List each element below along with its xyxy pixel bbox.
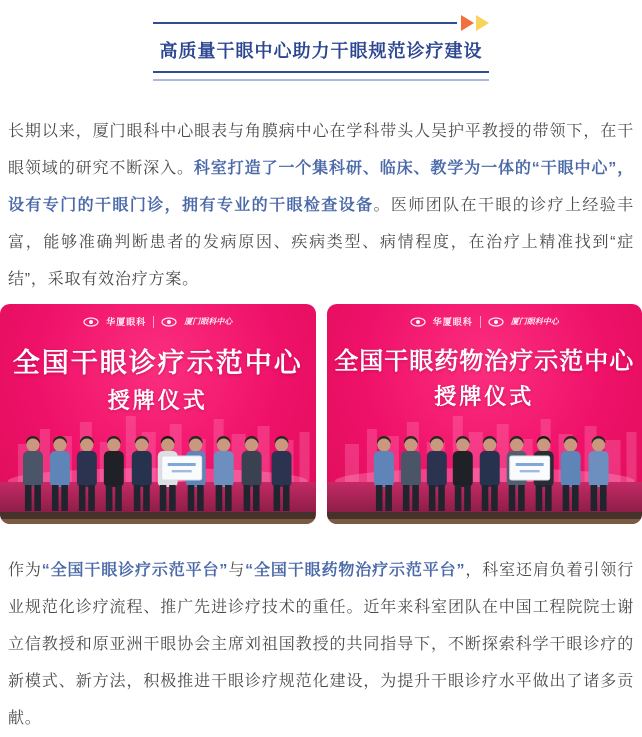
- logo-huaxia-label: 华厦眼科: [433, 315, 473, 328]
- arrow-right-icon: [476, 15, 489, 31]
- screen-banner: [327, 341, 642, 411]
- header-double-underline: [153, 71, 489, 81]
- eye-logo-icon: [83, 317, 99, 327]
- header-rule-line: [153, 22, 457, 24]
- stage-edge: [0, 512, 316, 519]
- page-title: 高质量干眼中心助力干眼规范诊疗建设: [153, 30, 489, 71]
- outro-text-3: ，科室还肩负着引领行业规范化诊疗流程、推广先进诊疗技术的重任。近年来科室团队在中国工程院院士谢立信教授和原亚洲干眼协会主席刘祖国教授的共同指导下，不断探索科学干眼诊疗的新模式、新方法，积极推进干眼诊疗规范化建设，为提升干眼诊疗水平做出了诸多贡献。: [8, 562, 634, 727]
- banner-title: 全国干眼药物治疗示范中心: [327, 341, 642, 376]
- intro-text-1: 长期以来，厦门眼科中心眼表与角膜病中心在学科带头人吴护平教授的带领下，在干眼领域的研究不断深入。: [8, 123, 634, 177]
- outro-highlight-1: “全国干眼诊疗示范平台”: [42, 562, 228, 579]
- logo-huaxia-label: 华厦眼科: [106, 315, 146, 328]
- wood-floor: [0, 519, 316, 524]
- article-header: [153, 0, 489, 81]
- award-plaque: [162, 456, 202, 480]
- ceremony-photo-art: [327, 304, 642, 524]
- logo-xiamen-label: 厦门眼科中心: [511, 316, 559, 327]
- screen-banner: [0, 341, 316, 415]
- banner-title: 全国干眼诊疗示范中心: [0, 341, 316, 380]
- logo-divider: [153, 316, 154, 328]
- outro-paragraph: [8, 552, 634, 737]
- intro-highlight: 科室打造了一个集科研、临床、教学为一体的“干眼中心”，设有专门的干眼门诊，拥有专业的干眼检查设备: [8, 160, 634, 214]
- eye-logo-icon: [161, 317, 177, 327]
- outro-text-2: 与: [228, 562, 245, 579]
- stage-edge: [327, 512, 642, 519]
- banner-subtitle: 授牌仪式: [327, 380, 642, 411]
- banner-subtitle: 授牌仪式: [0, 384, 316, 415]
- arrow-right-icon: [461, 15, 474, 31]
- stage-carpet: [0, 482, 316, 512]
- eye-logo-icon: [488, 317, 504, 327]
- wood-floor: [327, 519, 642, 524]
- intro-text-2: 。医师团队在干眼的诊疗上经验丰富，能够准确判断患者的发病原因、疾病类型、病情程度，在治疗上精准找到“症结”，采取有效治疗方案。: [8, 197, 634, 288]
- outro-text-1: 作为: [8, 562, 42, 579]
- outro-highlight-2: “全国干眼药物治疗示范平台”: [245, 562, 465, 579]
- screen-logos: [0, 315, 316, 328]
- ceremony-photo-drug-treatment-center[interactable]: [327, 304, 642, 524]
- screen-logos: [327, 315, 642, 328]
- logo-divider: [480, 316, 481, 328]
- ceremony-photo-dry-eye-center[interactable]: [0, 304, 316, 524]
- ceremony-photo-row: [0, 304, 642, 524]
- people-row: [373, 436, 608, 511]
- logo-xiamen-label: 厦门眼科中心: [184, 316, 232, 327]
- intro-paragraph: [8, 113, 634, 298]
- header-rule-row: [153, 16, 489, 30]
- eye-logo-icon: [410, 317, 426, 327]
- award-plaque: [509, 456, 549, 480]
